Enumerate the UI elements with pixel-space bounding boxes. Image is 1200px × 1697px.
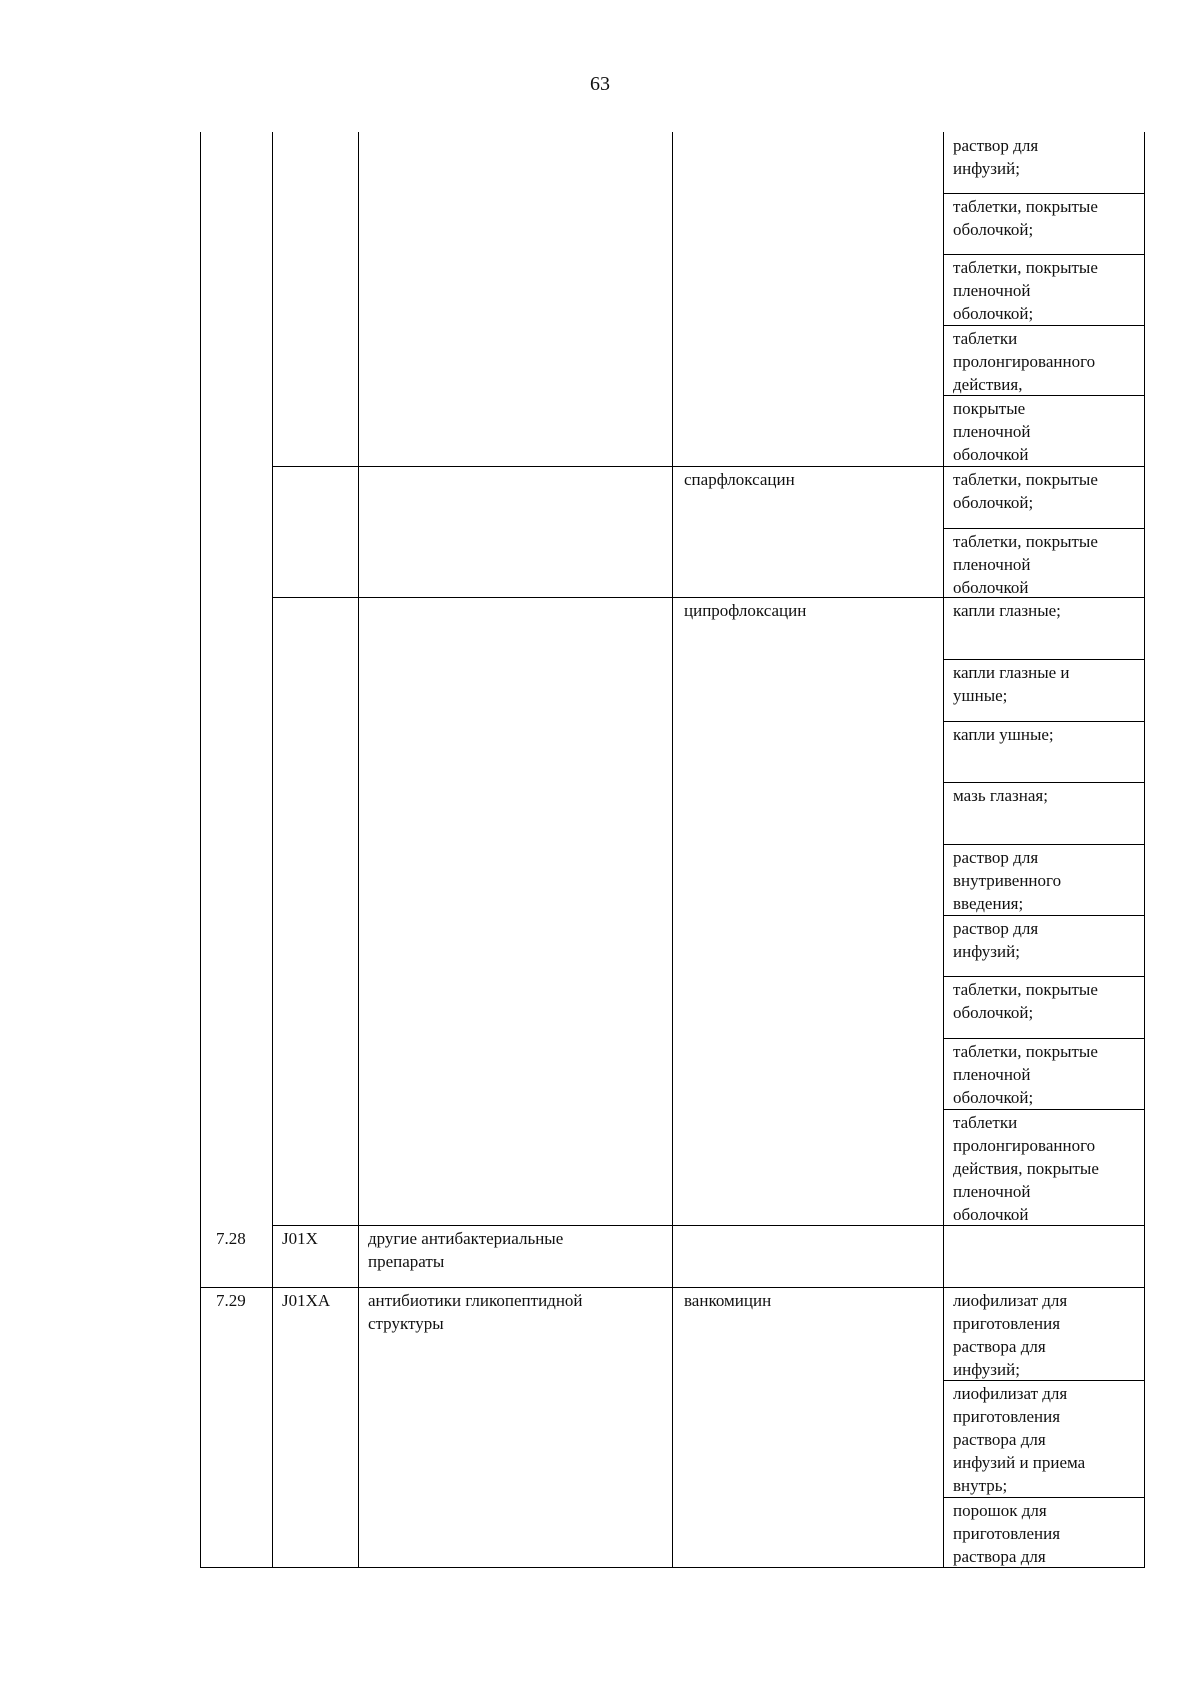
row-number: 7.28 [216,1229,246,1248]
dosage-form: раствор для инфузий; [953,136,1039,178]
dosage-form: таблетки, покрытые оболочкой; [953,470,1098,512]
column-line [1144,132,1145,1568]
form-separator-line [943,254,1145,255]
dosage-form: таблетки, покрытые оболочкой; [953,980,1098,1022]
dosage-form: раствор для инфузий; [953,919,1039,961]
form-separator-line [943,1497,1145,1498]
form-separator-line [943,659,1145,660]
dosage-form: таблетки, покрытые пленочной оболочкой; [953,1042,1098,1107]
page-number: 63 [590,73,610,95]
dosage-form: мазь глазная; [953,786,1048,805]
column-line [943,132,944,1568]
dosage-form: лиофилизат для приготовления раствора для инфузий и приема внутрь; [953,1384,1086,1495]
dosage-form: таблетки, покрытые пленочной оболочкой [953,532,1098,597]
dosage-form: таблетки, покрытые оболочкой; [953,197,1098,239]
dosage-form: капли ушные; [953,725,1054,744]
dosage-form: покрытые пленочной оболочкой [953,399,1031,464]
form-separator-line [943,782,1145,783]
row-line [272,466,1145,467]
form-separator-line [943,193,1145,194]
dosage-form: таблетки, покрытые пленочной оболочкой; [953,258,1098,323]
column-line [200,132,201,1568]
column-line [272,132,273,1568]
row-number: 7.29 [216,1291,246,1310]
row-line [200,1287,1145,1288]
pharmacological-group: антибиотики гликопептидной структуры [368,1291,583,1333]
dosage-form: раствор для внутривенного введения; [953,848,1062,913]
form-separator-line [943,976,1145,977]
column-line [672,132,673,1568]
form-separator-line [943,528,1145,529]
form-separator-line [943,1109,1145,1110]
dosage-form: лиофилизат для приготовления раствора для инфузий; [953,1291,1068,1379]
form-separator-line [943,721,1145,722]
dosage-form: капли глазные и ушные; [953,663,1070,705]
drug-name: ципрофлоксацин [684,601,807,620]
pharmacological-group: другие антибактериальные препараты [368,1229,564,1271]
form-separator-line [943,1038,1145,1039]
atc-code: J01X [282,1229,318,1248]
drug-name: спарфлоксацин [684,470,795,489]
dosage-form: капли глазные; [953,601,1061,620]
form-separator-line [943,325,1145,326]
drug-name: ванкомицин [684,1291,772,1310]
atc-code: J01XA [282,1291,331,1310]
dosage-form: таблетки пролонгированного действия, [953,329,1096,394]
form-separator-line [943,844,1145,845]
form-separator-line [943,915,1145,916]
dosage-form: порошок для приготовления раствора для [953,1501,1061,1566]
dosage-form: таблетки пролонгированного действия, покрытые пленочной оболочкой [953,1113,1099,1224]
column-line [358,132,359,1568]
